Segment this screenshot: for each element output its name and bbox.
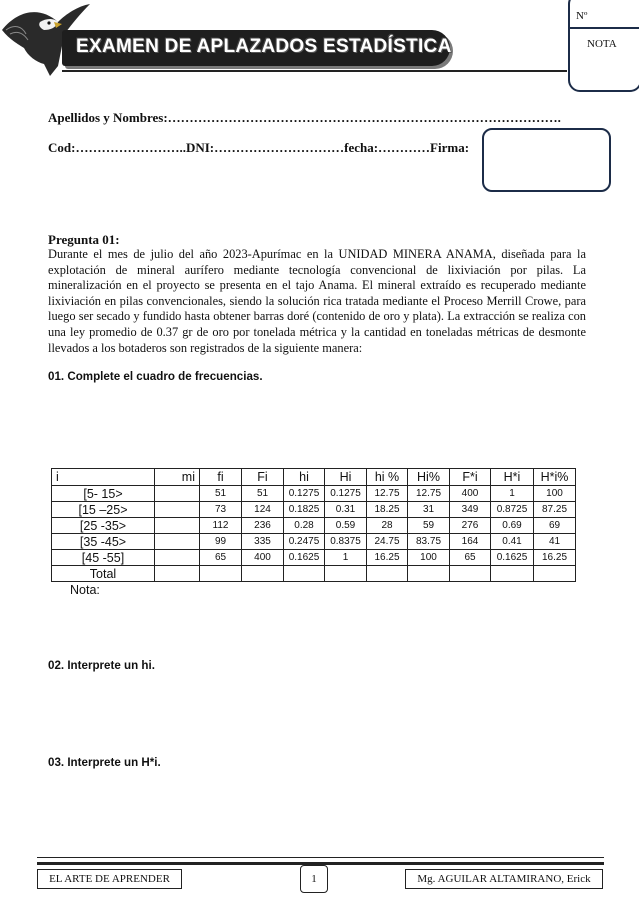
grade-box-divider	[568, 27, 639, 29]
table-cell: 24.75	[367, 534, 408, 550]
table-cell: 28	[367, 518, 408, 534]
table-cell	[200, 566, 242, 582]
table-cell: 12.75	[408, 486, 450, 502]
table-cell: 0.1625	[491, 550, 534, 566]
column-header: F*i	[450, 469, 491, 486]
table-cell: 65	[450, 550, 491, 566]
table-cell: 400	[450, 486, 491, 502]
frequency-table	[51, 468, 576, 582]
grade-label: NOTA	[587, 38, 617, 50]
subquestion-2: 02. Interprete un hi.	[48, 659, 155, 672]
column-header: Hi	[325, 469, 367, 486]
table-cell: 1	[491, 486, 534, 502]
table-cell: 0.1275	[284, 486, 325, 502]
table-cell: 51	[242, 486, 284, 502]
table-cell: 31	[408, 502, 450, 518]
table-row	[52, 518, 576, 534]
table-cell: 0.59	[325, 518, 367, 534]
table-cell	[155, 518, 200, 534]
table-cell: 100	[408, 550, 450, 566]
signature-box	[482, 128, 611, 192]
table-cell	[284, 566, 325, 582]
column-header: Fi	[242, 469, 284, 486]
table-cell: 276	[450, 518, 491, 534]
footer-left: EL ARTE DE APRENDER	[37, 869, 182, 889]
class-interval: [5- 15>	[52, 486, 155, 502]
table-header-row	[52, 469, 576, 486]
table-cell: 0.69	[491, 518, 534, 534]
table-note: Nota:	[70, 583, 100, 597]
column-header: i	[52, 469, 155, 486]
table-cell: 16.25	[534, 550, 576, 566]
table-cell: 236	[242, 518, 284, 534]
table-cell: 0.1825	[284, 502, 325, 518]
table-cell: 0.1275	[325, 486, 367, 502]
table-row	[52, 502, 576, 518]
class-interval: [15 –25>	[52, 502, 155, 518]
table-cell	[155, 550, 200, 566]
table-cell: 0.2475	[284, 534, 325, 550]
column-header: mi	[155, 469, 200, 486]
table-row	[52, 534, 576, 550]
page-title: EXAMEN DE APLAZADOS ESTADÍSTICA	[76, 36, 452, 57]
question-body: Durante el mes de julio del año 2023-Apurímac en la UNIDAD MINERA ANAMA, diseñada para la explotación de mineral aurífero mediante tecnología convencional de lixiviación por pilas. La mineralización en el proyecto se presenta en el tajo Anama. El mineral extraído es recuperado mediante lixiviación en pilas convencionales, siendo la solución rica tratada mediante el Proceso Merrill Crowe, para luego ser secado y fundido hasta obtener barras doré (contenido de oro y plata). La extracción se realiza con una ley promedio de 0.37 gr de oro por tonelada métrica y la cantidad en toneladas métricas de desmonte llevados a los botaderos son registrados de la siguiente manera:	[48, 247, 586, 355]
class-interval: [35 -45>	[52, 534, 155, 550]
table-cell: 41	[534, 534, 576, 550]
table-cell: 0.8725	[491, 502, 534, 518]
table-cell: 164	[450, 534, 491, 550]
table-cell	[408, 566, 450, 582]
table-total-row	[52, 566, 576, 582]
table-cell: 400	[242, 550, 284, 566]
table-cell	[155, 502, 200, 518]
table-cell: 0.41	[491, 534, 534, 550]
question-title: Pregunta 01:	[48, 232, 120, 247]
column-header: hi %	[367, 469, 408, 486]
column-header: fi	[200, 469, 242, 486]
table-cell: 335	[242, 534, 284, 550]
table-cell	[450, 566, 491, 582]
class-interval: [45 -55]	[52, 550, 155, 566]
table-cell: 51	[200, 486, 242, 502]
page-number: 1	[300, 865, 328, 893]
name-field: Apellidos y Nombres:……………………………………………………………………………….	[48, 110, 561, 125]
table-cell: 1	[325, 550, 367, 566]
table-cell	[367, 566, 408, 582]
footer-divider	[37, 857, 604, 858]
table-cell	[155, 534, 200, 550]
table-cell: 65	[200, 550, 242, 566]
class-interval: [25 -35>	[52, 518, 155, 534]
table-cell: 83.75	[408, 534, 450, 550]
table-cell: 112	[200, 518, 242, 534]
table-cell: 0.1625	[284, 550, 325, 566]
table-row	[52, 486, 576, 502]
table-cell	[242, 566, 284, 582]
table-cell: 18.25	[367, 502, 408, 518]
table-cell	[155, 486, 200, 502]
table-cell	[491, 566, 534, 582]
table-cell	[534, 566, 576, 582]
subquestion-3: 03. Interprete un H*i.	[48, 756, 161, 769]
table-cell: 349	[450, 502, 491, 518]
table-cell: 124	[242, 502, 284, 518]
column-header: H*i%	[534, 469, 576, 486]
table-cell: 12.75	[367, 486, 408, 502]
table-cell: 0.8375	[325, 534, 367, 550]
table-row	[52, 550, 576, 566]
table-cell: 100	[534, 486, 576, 502]
table-cell: 0.28	[284, 518, 325, 534]
column-header: hi	[284, 469, 325, 486]
table-cell: 69	[534, 518, 576, 534]
table-cell: 73	[200, 502, 242, 518]
table-cell	[325, 566, 367, 582]
table-cell: 99	[200, 534, 242, 550]
id-fields: Cod:……………………..DNI:…………………………fecha:…………Firma:	[48, 140, 470, 155]
subquestion-1: 01. Complete el cuadro de frecuencias.	[48, 370, 263, 383]
table-cell: 0.31	[325, 502, 367, 518]
table-cell: 87.25	[534, 502, 576, 518]
header-divider	[62, 70, 567, 72]
number-label: Nº	[576, 10, 588, 22]
column-header: Hi%	[408, 469, 450, 486]
total-label: Total	[52, 566, 155, 582]
footer-right: Mg. AGUILAR ALTAMIRANO, Erick	[405, 869, 603, 889]
table-cell	[155, 566, 200, 582]
table-cell: 59	[408, 518, 450, 534]
column-header: H*i	[491, 469, 534, 486]
table-cell: 16.25	[367, 550, 408, 566]
